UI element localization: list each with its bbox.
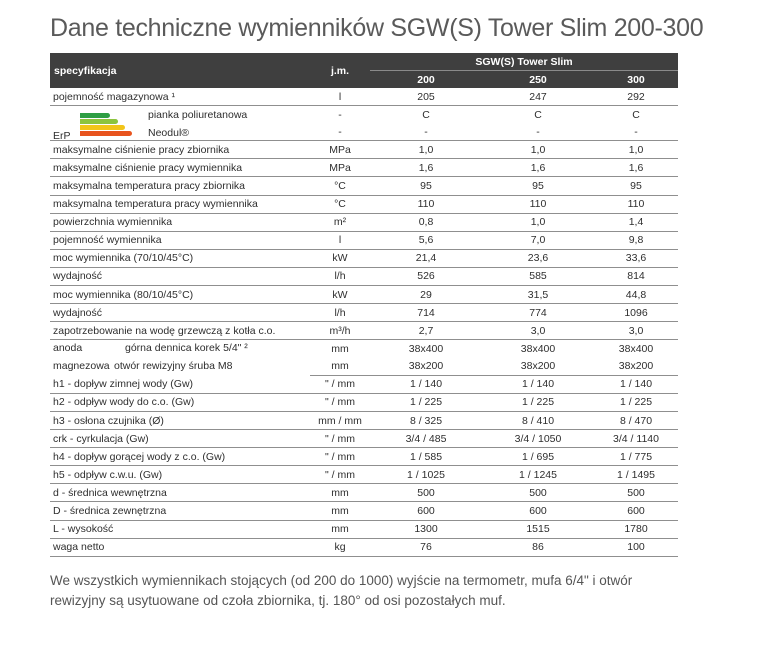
row-value-250: 86 [482, 538, 594, 556]
spec-column-header: specyfikacja [50, 53, 310, 88]
energy-class-icon [80, 113, 130, 137]
erp-option-label: pianka poliuretanowa [148, 109, 248, 122]
row-value-200: 38x400 [408, 342, 444, 355]
row-value-200: 29 [370, 286, 482, 304]
row-value-250: 500 [482, 484, 594, 502]
erp-row [50, 106, 678, 124]
row-value-200: 110 [370, 195, 482, 213]
table-row [50, 286, 678, 304]
row-value-250: 1 / 1245 [482, 466, 594, 484]
row-value-250: 774 [482, 304, 594, 322]
table-row [50, 484, 678, 502]
row-value-200: 526 [370, 267, 482, 285]
table-row [50, 412, 678, 430]
row-unit: " / mm [310, 430, 370, 448]
row-value-300: - [594, 123, 678, 141]
row-value-200: 1300 [370, 520, 482, 538]
row-value-200: 1,6 [370, 159, 482, 177]
model-header-200: 200 [370, 71, 482, 89]
row-value-200: 5,6 [370, 231, 482, 249]
row-unit: " / mm [310, 448, 370, 466]
row-value-250: 1515 [482, 520, 594, 538]
table-row [50, 304, 678, 322]
row-value-250: 600 [482, 502, 594, 520]
model-header-300: 300 [594, 71, 678, 89]
row-unit: mm [310, 358, 370, 376]
row-unit: l/h [310, 267, 370, 285]
row-value-250: 1,6 [482, 159, 594, 177]
row-unit: l [310, 231, 370, 249]
row-unit: MPa [310, 141, 370, 159]
anode-label-cell [50, 340, 310, 376]
row-value-250: 1 / 225 [482, 393, 594, 411]
row-unit: " / mm [310, 375, 370, 393]
row-value-250: 7,0 [482, 231, 594, 249]
row-label: L - wysokość [50, 520, 310, 538]
row-value-300: 1 / 775 [594, 448, 678, 466]
page-title: Dane techniczne wymienników SGW(S) Tower Slim 200-300 [50, 14, 704, 42]
row-unit: mm [331, 342, 349, 355]
row-unit: " / mm [310, 466, 370, 484]
row-unit: °C [310, 177, 370, 195]
row-value-200: 1,0 [370, 141, 482, 159]
row-unit: - [338, 108, 342, 121]
row-value-250: 95 [482, 177, 594, 195]
row-value-300: 38x400 [618, 342, 654, 355]
anode-option-label: górna dennica korek 5/4" ² [125, 342, 248, 355]
row-value-200: 1 / 140 [370, 375, 482, 393]
row-value-250: 38x400 [520, 342, 556, 355]
row-label: powierzchnia wymiennika [50, 213, 310, 231]
row-unit: mm / mm [310, 412, 370, 430]
anode-title: anoda [53, 342, 83, 355]
row-unit: " / mm [310, 393, 370, 411]
row-value-200: 600 [370, 502, 482, 520]
row-value-300: 1,4 [594, 213, 678, 231]
row-value-250: 1,0 [482, 213, 594, 231]
table-row [50, 538, 678, 556]
row-value-250: 3,0 [482, 322, 594, 340]
anode-option-label: otwór rewizyjny śruba M8 [114, 360, 233, 373]
row-unit: mm [310, 520, 370, 538]
row-value-200: - [370, 123, 482, 141]
row-label: h2 - odpływ wody do c.o. (Gw) [50, 393, 310, 411]
row-value-250: 1,0 [482, 141, 594, 159]
table-row [50, 430, 678, 448]
row-unit: l [310, 88, 370, 106]
row-value-300: 38x200 [594, 358, 678, 376]
row-label: moc wymiennika (80/10/45°C) [50, 286, 310, 304]
model-header-250: 250 [482, 71, 594, 89]
row-label: h3 - osłona czujnika (Ø) [50, 412, 310, 430]
erp-tag: ErP [53, 130, 71, 141]
row-value-200: 714 [370, 304, 482, 322]
row-value-300: 1096 [594, 304, 678, 322]
table-row [50, 88, 678, 106]
footnote: We wszystkich wymiennikach stojących (od 200 do 1000) wyjście na termometr, mufa 6/4" i otwór rewizyjny są usytuowane od czoła zbiornika, tj. 180° od osi pozostałych muf. [50, 573, 633, 608]
row-value-300: 3/4 / 1140 [594, 430, 678, 448]
row-value-200: 205 [370, 88, 482, 106]
row-label: h4 - dopływ gorącej wody z c.o. (Gw) [50, 448, 310, 466]
row-value-250: 1 / 140 [482, 375, 594, 393]
row-value-250: 3/4 / 1050 [482, 430, 594, 448]
row-value-300: 600 [594, 502, 678, 520]
table-row [50, 502, 678, 520]
row-label: wydajność [50, 267, 310, 285]
row-unit: m² [310, 213, 370, 231]
row-label: D - średnica zewnętrzna [50, 502, 310, 520]
row-value-200: 21,4 [370, 249, 482, 267]
row-value-300: 95 [594, 177, 678, 195]
row-label: crk - cyrkulacja (Gw) [50, 430, 310, 448]
row-label: maksymalne ciśnienie pracy wymiennika [50, 159, 310, 177]
row-value-300: 1 / 1495 [594, 466, 678, 484]
row-unit: kW [310, 286, 370, 304]
row-value-200: 95 [370, 177, 482, 195]
row-value-250: 585 [482, 267, 594, 285]
row-value-200: 3/4 / 485 [370, 430, 482, 448]
row-value-250: 247 [482, 88, 594, 106]
table-row [50, 249, 678, 267]
row-value-200: C [422, 108, 430, 121]
row-label: pojemność magazynowa ¹ [50, 88, 310, 106]
row-value-250: 31,5 [482, 286, 594, 304]
row-value-250: 38x200 [482, 358, 594, 376]
row-label: moc wymiennika (70/10/45°C) [50, 249, 310, 267]
row-unit: mm [310, 484, 370, 502]
row-value-300: 1,0 [594, 141, 678, 159]
row-value-250: 110 [482, 195, 594, 213]
row-value-200: 1 / 225 [370, 393, 482, 411]
row-unit: kg [310, 538, 370, 556]
row-label: waga netto [50, 538, 310, 556]
row-label: zapotrzebowanie na wodę grzewczą z kotła c.o. [50, 322, 310, 340]
table-row [50, 466, 678, 484]
table-row [50, 375, 678, 393]
row-unit: mm [310, 502, 370, 520]
row-value-300: 44,8 [594, 286, 678, 304]
anode-title: magnezowa [53, 360, 110, 373]
row-value-250: - [482, 123, 594, 141]
row-value-200: 38x200 [370, 358, 482, 376]
row-label: d - średnica wewnętrzna [50, 484, 310, 502]
row-unit: l/h [310, 304, 370, 322]
row-value-300: 3,0 [594, 322, 678, 340]
table-row [50, 267, 678, 285]
row-value-200: 1 / 1025 [370, 466, 482, 484]
erp-label-cell [50, 106, 310, 141]
table-row [50, 213, 678, 231]
row-value-250: 23,6 [482, 249, 594, 267]
row-unit: kW [310, 249, 370, 267]
table-row [50, 159, 678, 177]
row-label: maksymalna temperatura pracy zbiornika [50, 177, 310, 195]
row-value-300: 1 / 140 [594, 375, 678, 393]
table-row [50, 231, 678, 249]
row-label: maksymalne ciśnienie pracy zbiornika [50, 141, 310, 159]
row-value-300: 1 / 225 [594, 393, 678, 411]
row-value-300: 9,8 [594, 231, 678, 249]
anode-row [50, 340, 678, 358]
erp-option-label: Neodul® [148, 127, 190, 140]
row-label: h1 - dopływ zimnej wody (Gw) [50, 375, 310, 393]
row-value-300: 1,6 [594, 159, 678, 177]
row-value-300: 292 [594, 88, 678, 106]
row-label: maksymalna temperatura pracy wymiennika [50, 195, 310, 213]
table-row [50, 448, 678, 466]
row-value-250: 1 / 695 [482, 448, 594, 466]
row-label: wydajność [50, 304, 310, 322]
row-unit: MPa [310, 159, 370, 177]
table-row [50, 520, 678, 538]
table-row [50, 393, 678, 411]
row-value-200: 0,8 [370, 213, 482, 231]
row-value-300: 8 / 470 [594, 412, 678, 430]
table-row [50, 195, 678, 213]
table-row [50, 177, 678, 195]
row-value-300: 1780 [594, 520, 678, 538]
row-value-200: 1 / 585 [370, 448, 482, 466]
spec-table [50, 53, 678, 557]
row-value-200: 8 / 325 [370, 412, 482, 430]
row-unit: °C [310, 195, 370, 213]
row-value-250: 8 / 410 [482, 412, 594, 430]
table-row [50, 141, 678, 159]
row-label: h5 - odpływ c.w.u. (Gw) [50, 466, 310, 484]
row-value-200: 2,7 [370, 322, 482, 340]
row-value-300: 814 [594, 267, 678, 285]
row-value-300: 500 [594, 484, 678, 502]
unit-column-header: j.m. [310, 53, 370, 88]
model-group-header: SGW(S) Tower Slim [370, 53, 678, 71]
row-value-200: 500 [370, 484, 482, 502]
spec-table-body [50, 88, 678, 556]
row-value-300: 33,6 [594, 249, 678, 267]
row-label: pojemność wymiennika [50, 231, 310, 249]
row-value-300: 110 [594, 195, 678, 213]
row-value-200: 76 [370, 538, 482, 556]
table-row [50, 322, 678, 340]
row-value-300: 100 [594, 538, 678, 556]
row-value-300: C [632, 108, 640, 121]
row-unit: m³/h [310, 322, 370, 340]
row-value-250: C [534, 108, 542, 121]
row-unit: - [310, 123, 370, 141]
